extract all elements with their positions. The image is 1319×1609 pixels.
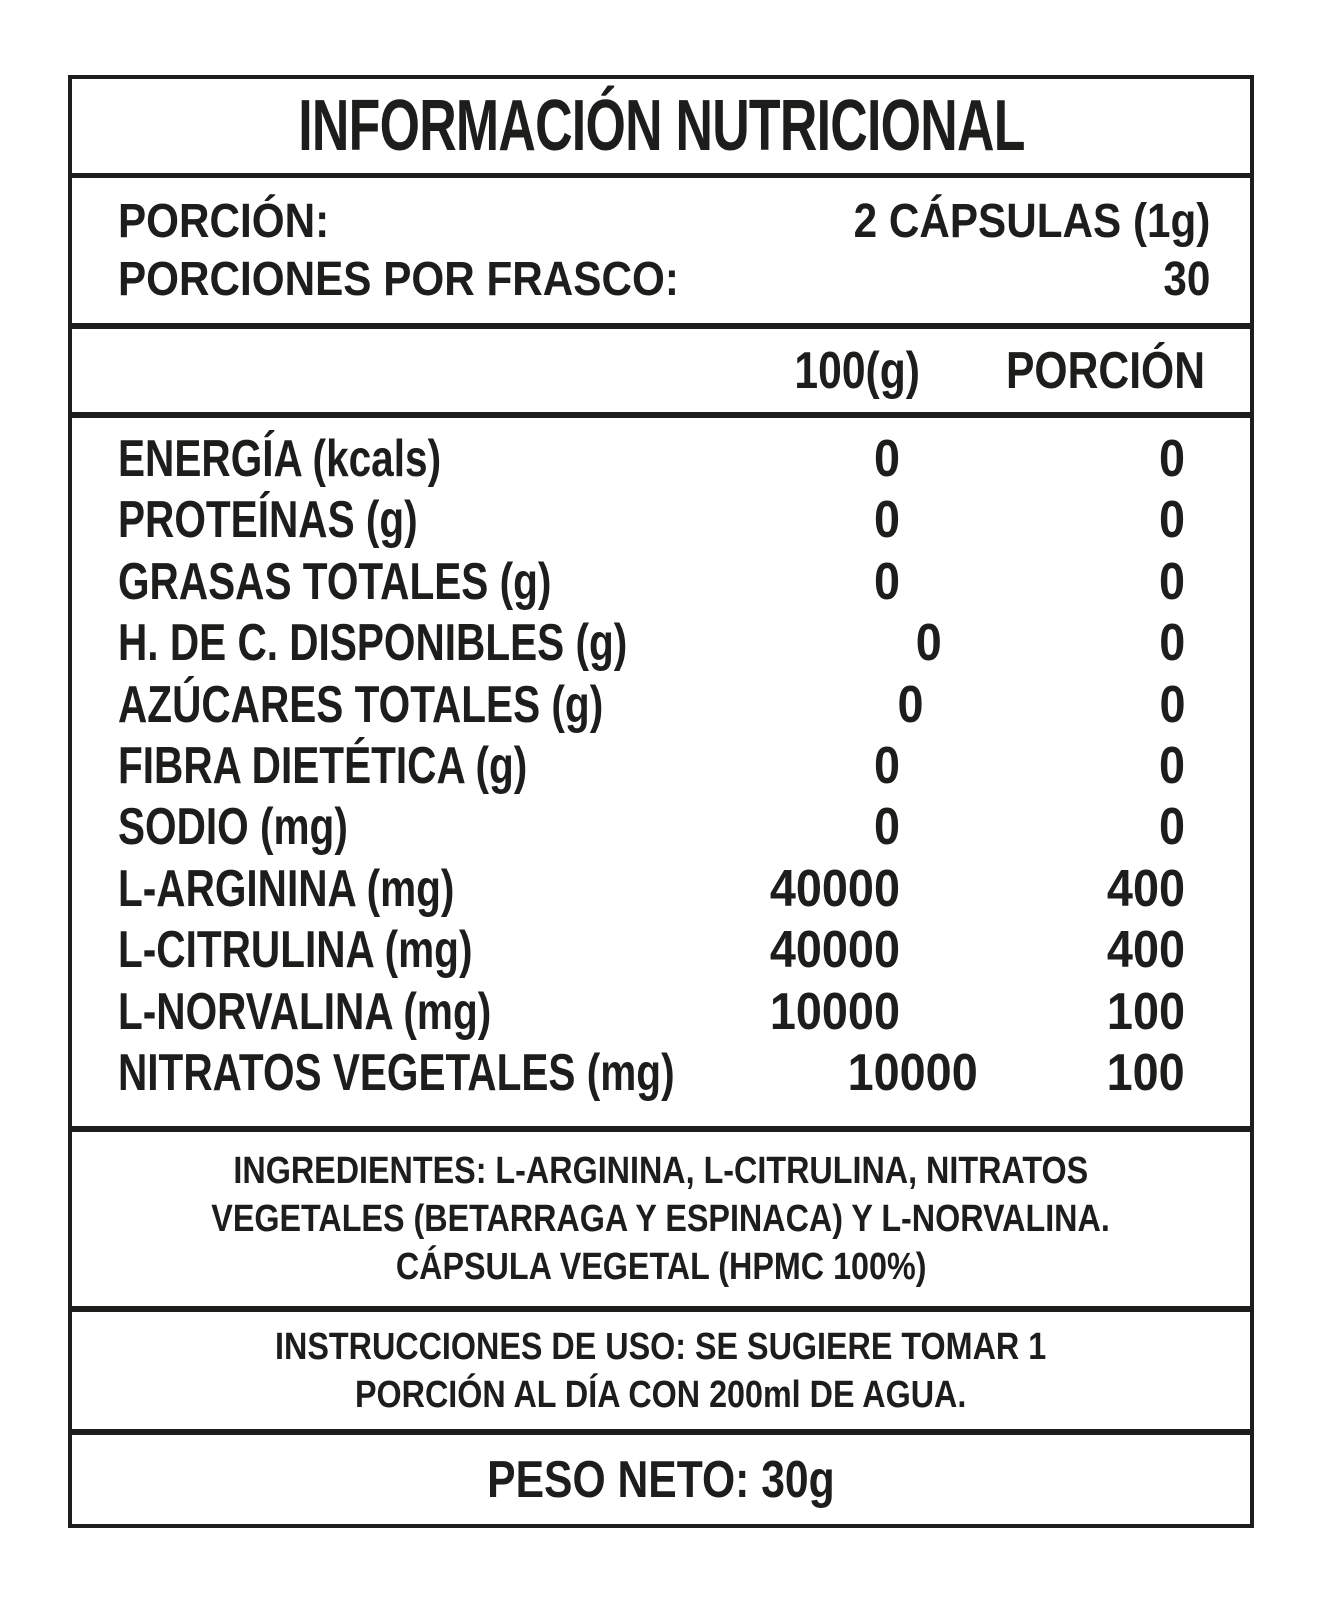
nutrient-per-100g: 40000	[769, 859, 900, 918]
table-row-energia	[72, 428, 1250, 489]
nutrient-per-serving: 0	[1158, 798, 1185, 857]
serving-row	[118, 193, 1210, 251]
nutrient-label: PROTEÍNAS (g)	[118, 491, 418, 550]
servings-per-container-value: 30	[1163, 253, 1210, 306]
nutrient-per-serving: 400	[1106, 921, 1185, 980]
nutrient-per-100g: 0	[897, 675, 924, 734]
table-row-azucares-totales	[72, 674, 1250, 735]
ingredients-line: VEGETALES (BETARRAGA Y ESPINACA) Y L-NORVALINA.	[211, 1198, 1111, 1240]
nutrient-label: FIBRA DIETÉTICA (g)	[118, 736, 528, 795]
nutrient-per-serving: 0	[1158, 614, 1185, 673]
table-row-l-arginina	[72, 858, 1250, 919]
servings-per-container-label: PORCIONES POR FRASCO:	[118, 253, 679, 306]
column-header-row	[118, 341, 1205, 401]
nutrient-per-100g: 40000	[769, 921, 900, 980]
net-weight-section	[72, 1435, 1250, 1524]
table-row-nitratos-vegetales	[72, 1043, 1250, 1104]
page-title: INFORMACIÓN NUTRICIONAL	[297, 86, 1025, 166]
table-row-fibra-dietetica	[72, 735, 1250, 796]
table-row-l-citrulina	[72, 920, 1250, 981]
table-row-h-de-c-disponibles	[72, 612, 1250, 673]
instructions-section	[72, 1312, 1250, 1429]
net-weight-value: PESO NETO: 30g	[487, 1450, 835, 1509]
nutrient-label: H. DE C. DISPONIBLES (g)	[118, 614, 628, 673]
nutrient-per-100g: 0	[873, 491, 900, 550]
serving-row	[118, 251, 1210, 309]
nutrient-per-100g: 0	[873, 429, 900, 488]
nutrient-per-100g: 0	[873, 552, 900, 611]
instructions-line: PORCIÓN AL DÍA CON 200ml DE AGUA.	[355, 1373, 967, 1416]
nutrient-label: L-ARGININA (mg)	[118, 859, 455, 918]
nutrient-per-serving: 0	[1158, 552, 1185, 611]
table-row-proteinas	[72, 489, 1250, 550]
nutrient-per-serving: 0	[1158, 491, 1185, 550]
nutrient-label: GRASAS TOTALES (g)	[118, 552, 552, 611]
nutrient-per-100g: 10000	[847, 1044, 978, 1103]
ingredients-section	[72, 1132, 1250, 1306]
serving-section	[72, 178, 1250, 323]
nutrient-label: SODIO (mg)	[118, 798, 348, 857]
nutrient-per-serving: 100	[1106, 1044, 1185, 1103]
nutrient-per-serving: 0	[1158, 675, 1185, 734]
nutrient-per-serving: 0	[1158, 429, 1185, 488]
nutrient-per-serving: 100	[1106, 982, 1185, 1041]
title-section	[72, 79, 1250, 173]
serving-size-value: 2 CÁPSULAS (1g)	[853, 195, 1210, 248]
instructions-line: INSTRUCCIONES DE USO: SE SUGIERE TOMAR 1	[275, 1325, 1047, 1368]
nutrient-label: ENERGÍA (kcals)	[118, 429, 442, 488]
nutrient-per-serving: 400	[1106, 859, 1185, 918]
nutrient-label: AZÚCARES TOTALES (g)	[118, 675, 604, 734]
ingredients-line: INGREDIENTES: L-ARGININA, L-CITRULINA, NITRATOS	[233, 1150, 1089, 1192]
nutrition-facts-panel	[68, 75, 1254, 1528]
nutrient-per-100g: 0	[915, 614, 942, 673]
column-header-per-serving: PORCIÓN	[1005, 341, 1205, 400]
nutrient-per-serving: 0	[1158, 736, 1185, 795]
nutrient-label: L-NORVALINA (mg)	[118, 982, 492, 1041]
table-row-l-norvalina	[72, 981, 1250, 1042]
serving-size-label: PORCIÓN:	[118, 195, 330, 248]
nutrient-label: L-CITRULINA (mg)	[118, 921, 473, 980]
table-row-sodio	[72, 797, 1250, 858]
nutrient-per-100g: 0	[873, 798, 900, 857]
table-row-grasas-totales	[72, 551, 1250, 612]
nutrient-per-100g: 0	[873, 736, 900, 795]
nutrient-label: NITRATOS VEGETALES (mg)	[118, 1044, 675, 1103]
ingredients-line: CÁPSULA VEGETAL (HPMC 100%)	[395, 1246, 927, 1288]
nutrient-table	[72, 418, 1250, 1126]
column-header-per-100g: 100(g)	[794, 341, 920, 400]
column-header-section	[72, 329, 1250, 412]
nutrient-per-100g: 10000	[769, 982, 900, 1041]
